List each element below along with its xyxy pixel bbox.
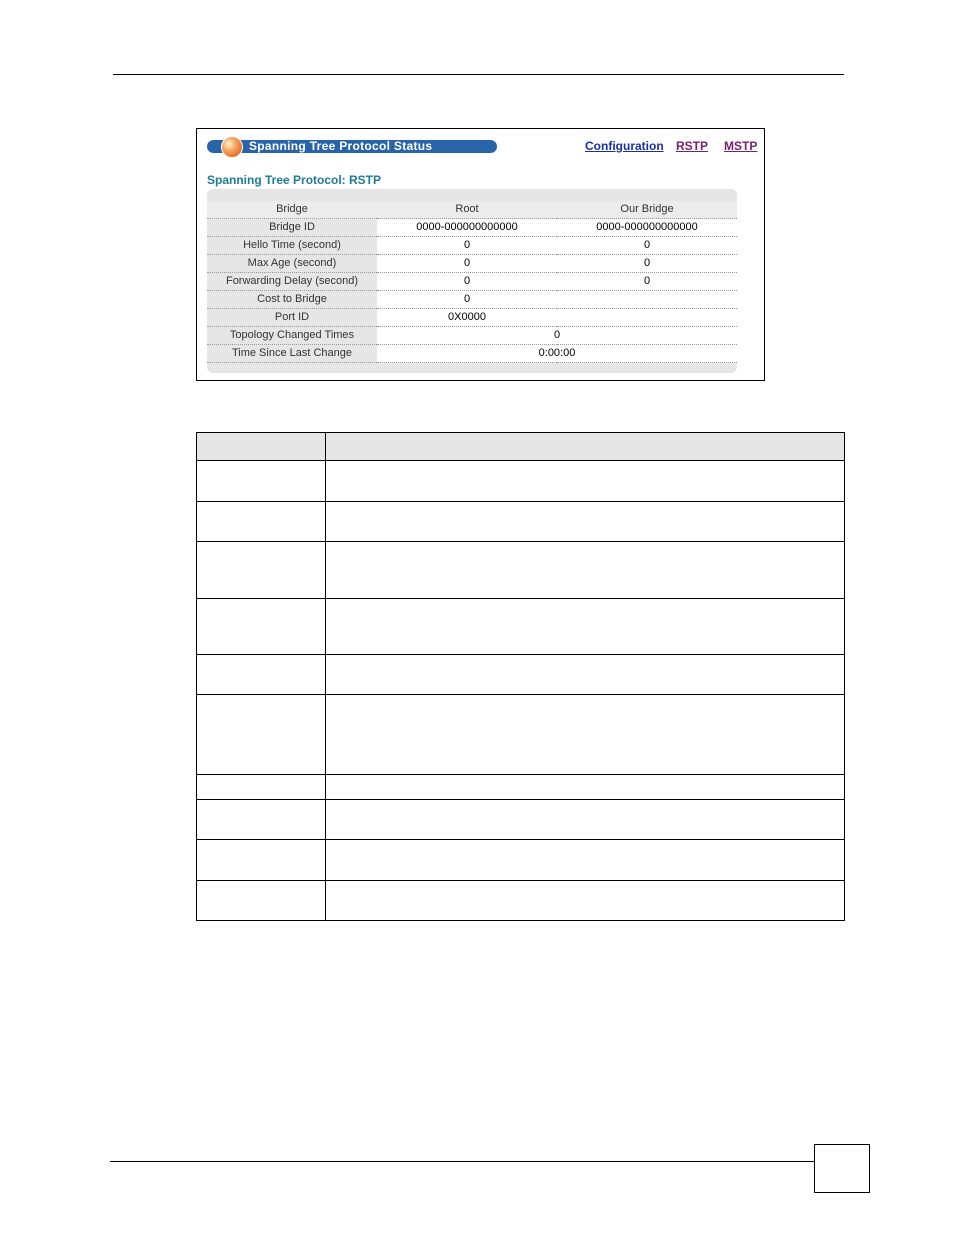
label-cell <box>197 695 326 775</box>
our-value: 0000-000000000000 <box>557 219 737 237</box>
root-value: 0000-000000000000 <box>377 219 557 237</box>
configuration-link[interactable]: Configuration <box>585 139 664 153</box>
row-label: Max Age (second) <box>207 255 377 273</box>
table-row <box>207 255 737 273</box>
description-cell <box>326 695 845 775</box>
description-cell <box>326 461 845 502</box>
row-label: Bridge ID <box>207 219 377 237</box>
label-cell <box>197 542 326 599</box>
page-number-box <box>814 1144 870 1193</box>
description-cell <box>326 881 845 921</box>
table-row <box>207 273 737 291</box>
description-row <box>197 881 845 921</box>
description-row <box>197 695 845 775</box>
time-since-change-value: 0:00:00 <box>377 345 737 363</box>
description-row <box>197 461 845 502</box>
root-value: 0X0000 <box>377 309 557 327</box>
footer-rule <box>110 1161 814 1162</box>
description-row <box>197 542 845 599</box>
our-value: 0 <box>557 255 737 273</box>
rstp-link[interactable]: RSTP <box>676 139 709 153</box>
row-label: Time Since Last Change <box>207 345 377 363</box>
description-cell <box>326 840 845 881</box>
description-cell <box>326 800 845 840</box>
topology-changed-value: 0 <box>377 327 737 345</box>
description-cell <box>326 599 845 655</box>
root-value: 0 <box>377 237 557 255</box>
row-label: Forwarding Delay (second) <box>207 273 377 291</box>
label-cell <box>197 881 326 921</box>
label-cell <box>197 655 326 695</box>
row-label: Cost to Bridge <box>207 291 377 309</box>
our-value <box>557 291 737 309</box>
description-row <box>197 800 845 840</box>
description-cell <box>326 655 845 695</box>
field-description-table <box>196 432 845 921</box>
panel-title: Spanning Tree Protocol Status <box>249 139 433 153</box>
description-row <box>197 655 845 695</box>
description-row <box>197 599 845 655</box>
label-cell <box>197 461 326 502</box>
table-row <box>207 219 737 237</box>
header-bridge: Bridge <box>207 201 377 219</box>
label-cell <box>197 502 326 542</box>
stp-status-screenshot <box>196 128 765 381</box>
header-root: Root <box>377 201 557 219</box>
root-value: 0 <box>377 273 557 291</box>
orb-icon <box>221 136 243 158</box>
description-row <box>197 775 845 800</box>
label-cell <box>197 599 326 655</box>
status-table-container <box>207 189 737 373</box>
table-row <box>207 327 737 345</box>
status-header-row <box>207 201 737 219</box>
description-cell <box>326 542 845 599</box>
label-cell <box>197 840 326 881</box>
header-our-bridge: Our Bridge <box>557 201 737 219</box>
our-value <box>557 309 737 327</box>
our-value: 0 <box>557 237 737 255</box>
description-header-cell <box>326 433 845 461</box>
description-cell <box>326 502 845 542</box>
row-label: Port ID <box>207 309 377 327</box>
row-label: Topology Changed Times <box>207 327 377 345</box>
protocol-heading: Spanning Tree Protocol: RSTP <box>207 173 382 187</box>
table-row <box>207 345 737 363</box>
description-header-row <box>197 433 845 461</box>
label-cell <box>197 775 326 800</box>
table-row <box>207 309 737 327</box>
label-header-cell <box>197 433 326 461</box>
label-cell <box>197 800 326 840</box>
our-value: 0 <box>557 273 737 291</box>
header-rule <box>113 74 844 75</box>
title-bar <box>207 140 497 153</box>
root-value: 0 <box>377 291 557 309</box>
description-row <box>197 840 845 881</box>
mstp-link[interactable]: MSTP <box>724 139 758 153</box>
description-row <box>197 502 845 542</box>
description-cell <box>326 775 845 800</box>
table-row <box>207 291 737 309</box>
status-table <box>207 201 737 363</box>
root-value: 0 <box>377 255 557 273</box>
row-label: Hello Time (second) <box>207 237 377 255</box>
table-row <box>207 237 737 255</box>
